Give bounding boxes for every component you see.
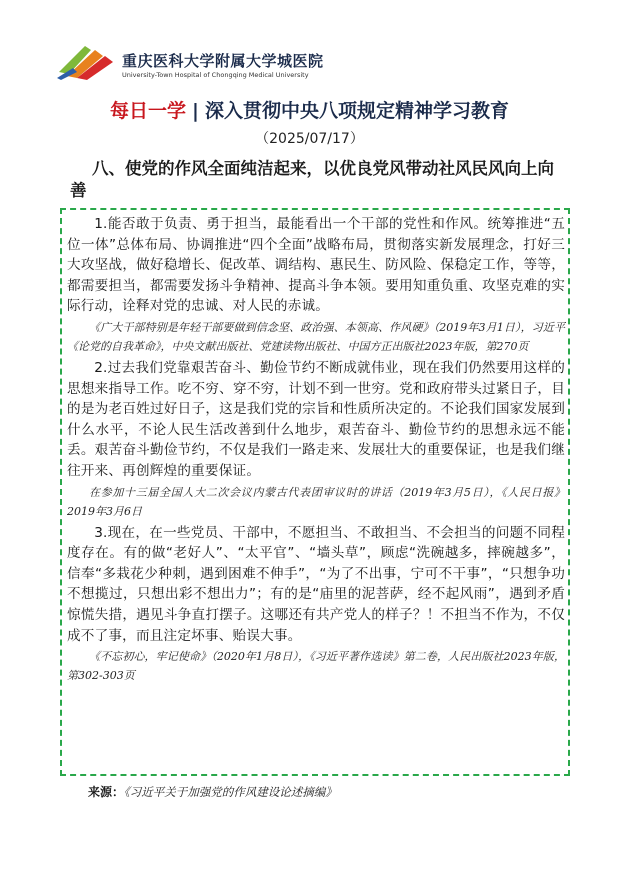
paragraph-3: 3.现在，在一些党员、干部中，不愿担当、不敢担当、不会担当的问题不同程度存在。有的做“老好人”、“太平官”、“墙头草”，顾虑“洗碗越多，摔碗越多”，信奉“多栽花少种刺，遇到困难不伸手”，“为了不出事，宁可不干事”，“只想争功不想揽过，只想出彩不想出力”；有的是“庙里的泥菩萨，经不起风雨”，遇到矛盾惊慌失措，遇见斗争直打摆子。这哪还有共产党人的样子？！不担当不作为，不仅成不了事，而且注定坏事、贻误大事。: [67, 524, 565, 644]
hospital-name-cn: 重庆医科大学附属大学城医院: [122, 52, 324, 70]
page-title: [0, 96, 619, 123]
hospital-name-en: University-Town Hospital of Chongqing Medical University: [122, 71, 309, 79]
column-name: 每日一学: [110, 100, 187, 122]
publish-date: （2025/07/17）: [255, 131, 364, 147]
hospital-logo-icon: [55, 42, 117, 82]
content-body: [67, 214, 565, 687]
source-citation-2: 在参加十三届全国人大二次会议内蒙古代表团审议时的讲话（2019年3月5日），《人民日报》2019年3月6日: [67, 485, 565, 518]
source-citation-3: 《不忘初心，牢记使命》（2020年1月8日），《习近平著作选读》第二卷，人民出版社2023年版，第302-303页: [67, 650, 565, 683]
paragraph-2: 2.过去我们党靠艰苦奋斗、勤俭节约不断成就伟业，现在我们仍然要用这样的思想来指导工作。吃不穷、穿不穷，计划不到一世穷。党和政府带头过紧日子，目的是为老百姓过好日子，这是我们党的宗旨和性质所决定的。不论我们国家发展到什么水平，不论人民生活改善到什么地步，艰苦奋斗、勤俭节约的思想永远不能丢。艰苦奋斗勤俭节约，不仅是我们一路走来、发展壮大的重要保证，也是我们继往开来、再创辉煌的重要保证。: [67, 359, 565, 479]
source-citation-1: 《广大干部特别是年轻干部要做到信念坚、政治强、本领高、作风硬》（2019年3月1日），习近平《论党的自我革命》，中央文献出版社、党建读物出版社、中国方正出版社2023年版，第270页: [67, 320, 565, 353]
title-separator: |: [192, 100, 199, 122]
footer-source: [88, 783, 337, 800]
section-heading: 八、使党的作风全面纯洁起来，以优良党风带动社风民风向上向善: [70, 159, 554, 200]
title-topic: 深入贯彻中央八项规定精神学习教育: [204, 100, 509, 122]
footer-label: 来源：: [88, 785, 125, 799]
footer-value: 《习近平关于加强党的作风建设论述摘编》: [124, 785, 337, 799]
paragraph-1: 1.能否敢于负责、勇于担当，最能看出一个干部的党性和作风。统筹推进“五位一体”总体布局、协调推进“四个全面”战略布局，贯彻落实新发展理念，打好三大攻坚战，做好稳增长、促改革、调结构、惠民生、防风险、保稳定工作，等等，都需要担当，都需要发扬斗争精神、提高斗争本领。要用知重负重、攻坚克难的实际行动，诠释对党的忠诚、对人民的赤诚。: [67, 216, 565, 315]
